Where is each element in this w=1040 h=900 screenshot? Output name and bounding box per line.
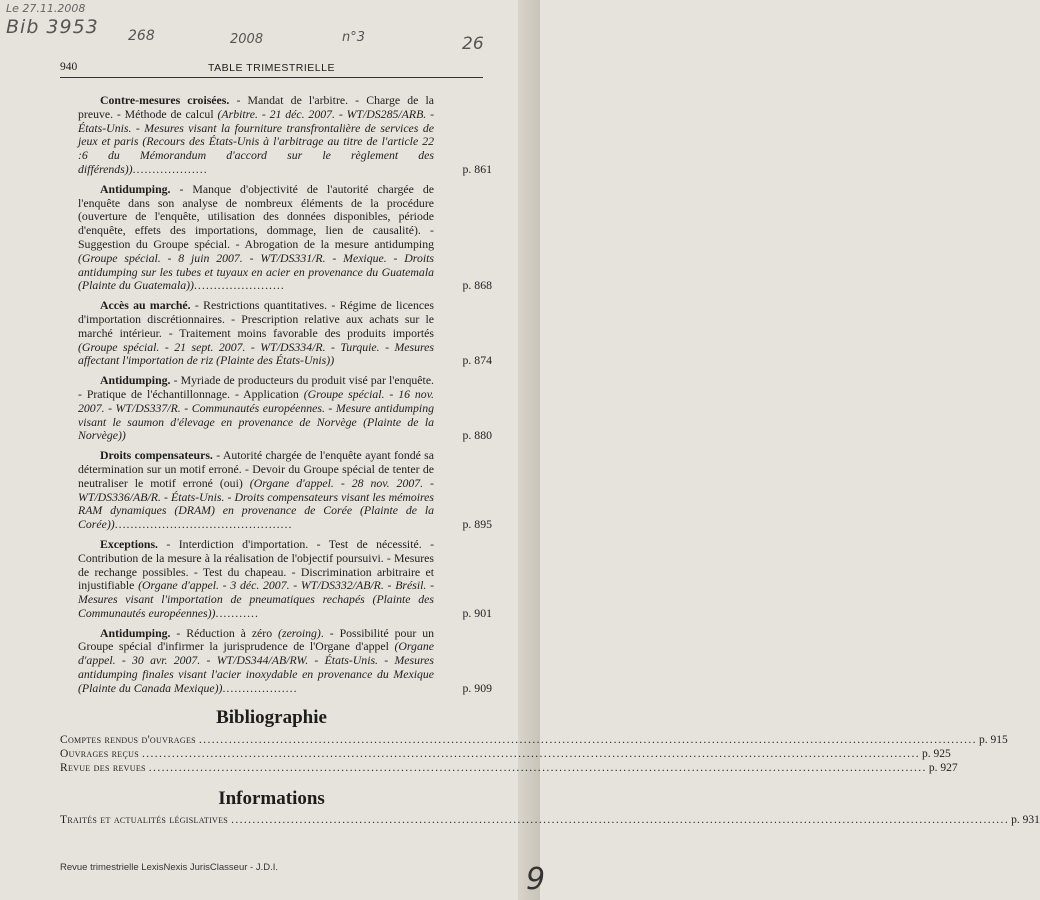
entry-text: - Réduction à zéro (170, 625, 279, 640)
leader-dots: ................... (132, 161, 208, 176)
toc-page: p. 931 (1011, 814, 1040, 826)
handwritten-mark: 26 (462, 34, 484, 54)
handwritten-issue: n°3 (342, 30, 366, 45)
page-footer: Revue trimestrielle LexisNexis JurisClasseur - J.D.I. (60, 862, 279, 873)
entry-text: - Interdiction d'importation. - Test de nécessité. - Contribution de la mesure à la réalisation de l'objectif poursuivi. - Mesures de rechange possibles. - Test du chapeau. - Discrimination arbitraire et injustifiable (78, 536, 434, 593)
handwritten-call-number: Bib 3953 (6, 16, 99, 38)
entry-page: p. 909 (462, 680, 492, 695)
entry-page: p. 868 (462, 278, 492, 293)
handwritten-date: Le 27.11.2008 (6, 2, 86, 15)
entry-title: Contre-mesures croisées. (100, 93, 230, 107)
toc-row (60, 761, 958, 775)
entry-text: - Autorité chargée de l'enquête ayant fondé sa détermination sur un motif erroné. - Devoir du Groupe spécial de tenter de neutraliser le motif erroné (oui) (78, 448, 435, 490)
entry-page: p. 874 (462, 353, 492, 368)
entry-title: Antidumping. (100, 625, 171, 640)
leader-dots: ................... (222, 680, 298, 695)
informations-heading: Informations (218, 788, 325, 809)
entry-text: - Mandat de l'arbitre. - Charge de la preuve. - Méthode de calcul (78, 93, 434, 121)
toc-label: Traités et actualités législatives (60, 814, 229, 826)
entry (78, 94, 492, 177)
entry-title: Droits compensateurs. (100, 448, 213, 463)
leader-dots: ............................................. (114, 517, 293, 532)
toc-row (60, 813, 1040, 827)
entry-term: (zeroing) (278, 625, 321, 640)
entry-page: p. 861 (462, 161, 492, 176)
entry-reference: (Groupe spécial. - 21 sept. 2007. - WT/DS334/R. - Turquie. - Mesures affectant l'importation de riz (Plainte des États-Unis)) (78, 339, 434, 368)
entries-list (78, 94, 492, 702)
toc-page: p. 915 (978, 734, 1008, 746)
entry (78, 183, 492, 293)
informations-list (60, 813, 1040, 827)
entry-text: . - Possibilité pour un Groupe spécial d'infirmer la jurisprudence de l'Organe d'appel (78, 625, 434, 654)
bibliographie-heading: Bibliographie (216, 707, 327, 728)
handwritten-corner-mark: 9 (526, 862, 546, 897)
entry-title: Exceptions. (100, 536, 159, 551)
entry-reference: (Organe d'appel. - 30 avr. 2007. - WT/DS344/AB/RW. - États-Unis. - Mesures antidumping finales visant l'acier inoxydable en provenance du Mexique (Plainte du Canada Mexique)) (78, 639, 434, 695)
bibliographie-list (60, 733, 1008, 775)
leader-dots (149, 761, 927, 775)
leader-dots: ........... (215, 605, 259, 620)
entry-reference: (Arbitre. - 21 déc. 2007. - WT/DS285/ARB. - États-Unis. - Mesures visant la fourniture transfrontalière de services de jeux et paris (Recours des États-Unis à l'arbitrage au titre de l'article 22 :6 du Mémorandum d'accord sur le règlement des différends)) (78, 106, 435, 176)
entry (78, 538, 492, 621)
entry-text: - Myriade de producteurs du produit visé par l'enquête. - Pratique de l'échantillonnage. - Application (78, 373, 434, 401)
toc-page: p. 925 (922, 748, 951, 760)
entry-reference: (Groupe spécial. - 16 nov. 2007. - WT/DS337/R. - Communautés européennes. - Mesure antidumping visant le saumon d'élevage en provenance de Norvège (Plainte de la Norvège)) (78, 386, 434, 443)
toc-row (60, 733, 1008, 747)
entry-reference: (Organe d'appel. - 28 nov. 2007. - WT/DS336/AB/R. - États-Unis. - Droits compensateurs visant les mémoires RAM dynamiques (DRAM) en provenance de Corée (Plainte de la Corée)) (78, 475, 434, 532)
toc-page: p. 927 (928, 762, 958, 774)
leader-dots: ....................... (193, 278, 285, 293)
entry (78, 299, 492, 368)
entry-page: p. 901 (462, 605, 492, 620)
toc-row (60, 747, 951, 761)
leader-dots (142, 747, 920, 761)
entry-title: Antidumping. (100, 181, 171, 196)
entry-title: Accès au marché. (100, 298, 191, 313)
running-head (60, 61, 483, 78)
entry-page: p. 880 (462, 428, 492, 443)
handwritten-year: 2008 (230, 32, 264, 47)
entry-page: p. 895 (462, 517, 492, 532)
handwritten-volume: 268 (128, 28, 155, 44)
entry-reference: (Organe d'appel. - 3 déc. 2007. - WT/DS332/AB/R. - Brésil. - Mesures visant l'importation de pneumatiques rechapés (Plainte des Communautés européennes)) (78, 578, 434, 620)
entry (78, 449, 492, 532)
entry (78, 374, 492, 443)
entry-text: - Restrictions quantitatives. - Régime de licences d'importation discrétionnaires. - Prescription relative aux achats sur le marché intérieur. - Traitement moins favorable des produits importés (78, 298, 434, 340)
toc-label: Comptes rendus d'ouvrages (60, 734, 196, 746)
entry-title: Antidumping. (100, 373, 171, 388)
leader-dots (231, 813, 1009, 827)
entry (78, 627, 492, 696)
leader-dots (199, 733, 977, 747)
running-title: TABLE TRIMESTRIELLE (208, 62, 335, 74)
toc-label: Ouvrages reçus (60, 748, 139, 760)
toc-label: Revue des revues (60, 762, 146, 774)
entry-text: - Manque d'objectivité de l'autorité chargée de l'enquête dans son analyse de nombreux éléments de la procédure (ouverture de l'enquête, utilisation des données disponibles, période d'enquête, effets des importations, dommage, lien de causalité). - Suggestion du Groupe spécial. - Abrogation de la mesure antidumping (78, 181, 434, 251)
entry-reference: (Groupe spécial. - 8 juin 2007. - WT/DS331/R. - Mexique. - Droits antidumping sur les tubes et tuyaux en acier en provenance du Guatemala (Plainte du Guatemala)) (78, 250, 434, 293)
page-number: 940 (60, 61, 78, 73)
